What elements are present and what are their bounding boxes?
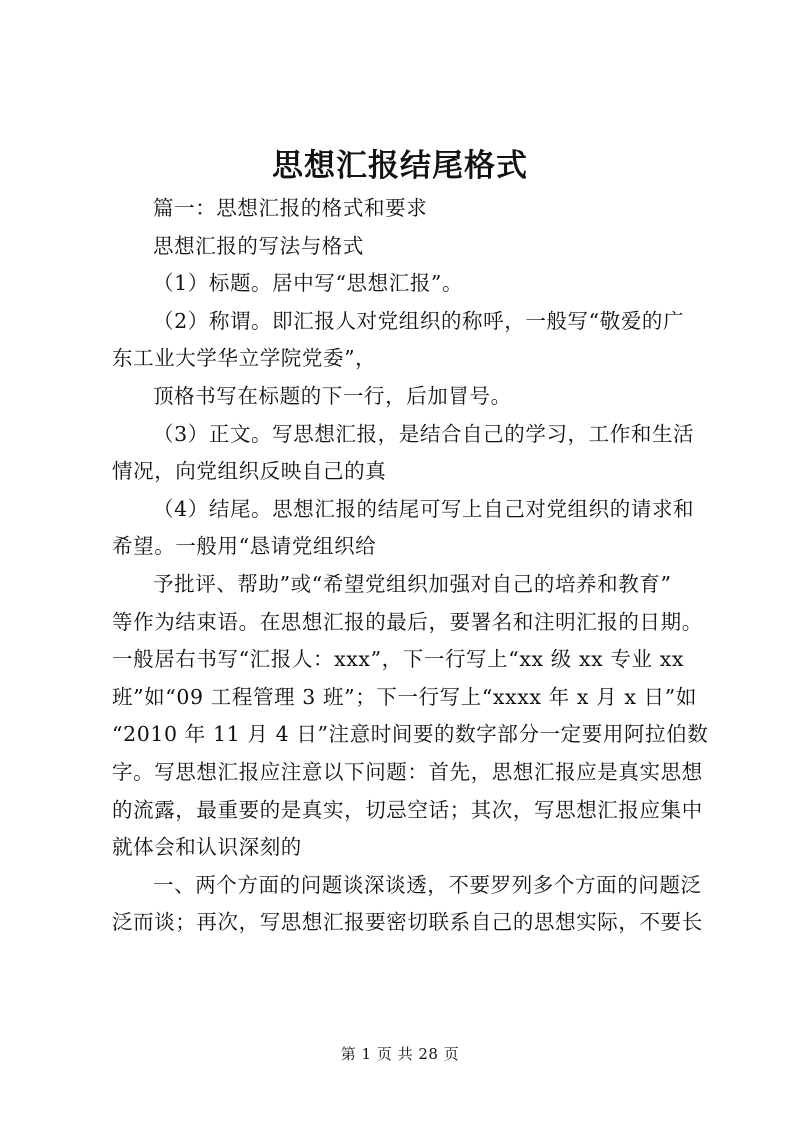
page-footer: 第 1 页 共 28 页	[340, 1045, 460, 1063]
text-line: 一、两个方面的问题谈深谈透，不要罗列多个方面的问题泛	[153, 872, 702, 897]
text-line: 希望。一般用“恳请党组织给	[112, 534, 377, 559]
text-line: 就体会和认识深刻的	[112, 835, 302, 860]
text-line: 泛而谈；再次，写思想汇报要密切联系自己的思想实际，不要长	[112, 910, 703, 935]
text-line: 的流露，最重要的是真实，切忌空话；其次，写思想汇报应集中	[112, 797, 703, 822]
text-line: 班”如“09 工程管理 3 班”；下一行写上“xxxx 年 x 月 x 日”如	[112, 684, 697, 709]
text-line: 东工业大学华立学院党委”，	[112, 346, 377, 371]
document-title: 思想汇报结尾格式	[272, 148, 528, 184]
document-body	[112, 190, 712, 942]
text-line: 思想汇报的写法与格式	[153, 233, 364, 258]
text-line: （1）标题。居中写“思想汇报”。	[153, 271, 464, 296]
text-line: 字。写思想汇报应注意以下问题：首先，思想汇报应是真实思想	[112, 759, 703, 784]
text-line: “2010 年 11 月 4 日”注意时间要的数字部分一定要用阿拉伯数	[112, 722, 709, 747]
text-line: 等作为结束语。在思想汇报的最后，要署名和注明汇报的日期。	[112, 609, 703, 634]
text-line: 一般居右书写“汇报人：xxx”，下一行写上“xx 级 xx 专业 xx	[112, 647, 685, 672]
text-line: 情况，向党组织反映自己的真	[112, 459, 387, 484]
text-line: （2）称谓。即汇报人对党组织的称呼，一般写“敬爱的广	[153, 308, 685, 333]
text-line: 篇一：思想汇报的格式和要求	[153, 196, 428, 220]
text-line: 顶格书写在标题的下一行，后加冒号。	[153, 383, 512, 408]
text-line: （4）结尾。思想汇报的结尾可写上自己对党组织的请求和	[153, 496, 695, 521]
text-line: （3）正文。写思想汇报，是结合自己的学习，工作和生活	[153, 421, 695, 446]
text-line: 予批评、帮助”或“希望党组织加强对自己的培养和教育”	[153, 571, 672, 596]
